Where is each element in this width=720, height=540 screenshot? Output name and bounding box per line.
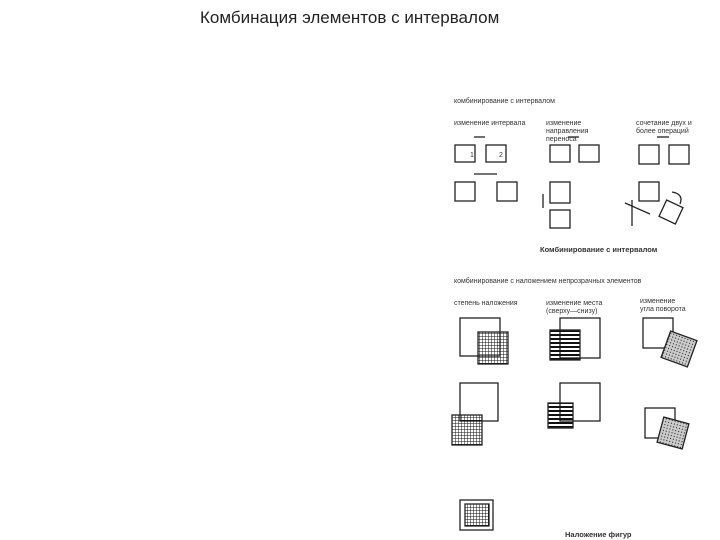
- caption-overlap: Наложение фигур: [565, 530, 632, 539]
- square-number: 2: [499, 152, 503, 159]
- label-combined-operations: сочетание двух и более операций: [636, 120, 692, 135]
- label-interval-change: изменение интервала: [454, 120, 526, 127]
- label-position-change: изменение места (сверху—снизу): [546, 300, 603, 315]
- label-rotation-change: изменение угла поворота: [640, 298, 686, 313]
- caption-interval: Комбинирование с интервалом: [540, 245, 658, 254]
- square-number: 1: [470, 152, 474, 159]
- heading-interval: комбинирование с интервалом: [454, 98, 555, 105]
- label-direction-change: изменение направления переноса: [546, 120, 589, 143]
- label-overlap-degree: степень наложения: [454, 300, 518, 307]
- slide-title: Комбинация элементов с интервалом: [200, 8, 500, 27]
- diagram-figure: [440, 90, 720, 540]
- heading-overlap: комбинирование с наложением непрозрачных элементов: [454, 278, 642, 285]
